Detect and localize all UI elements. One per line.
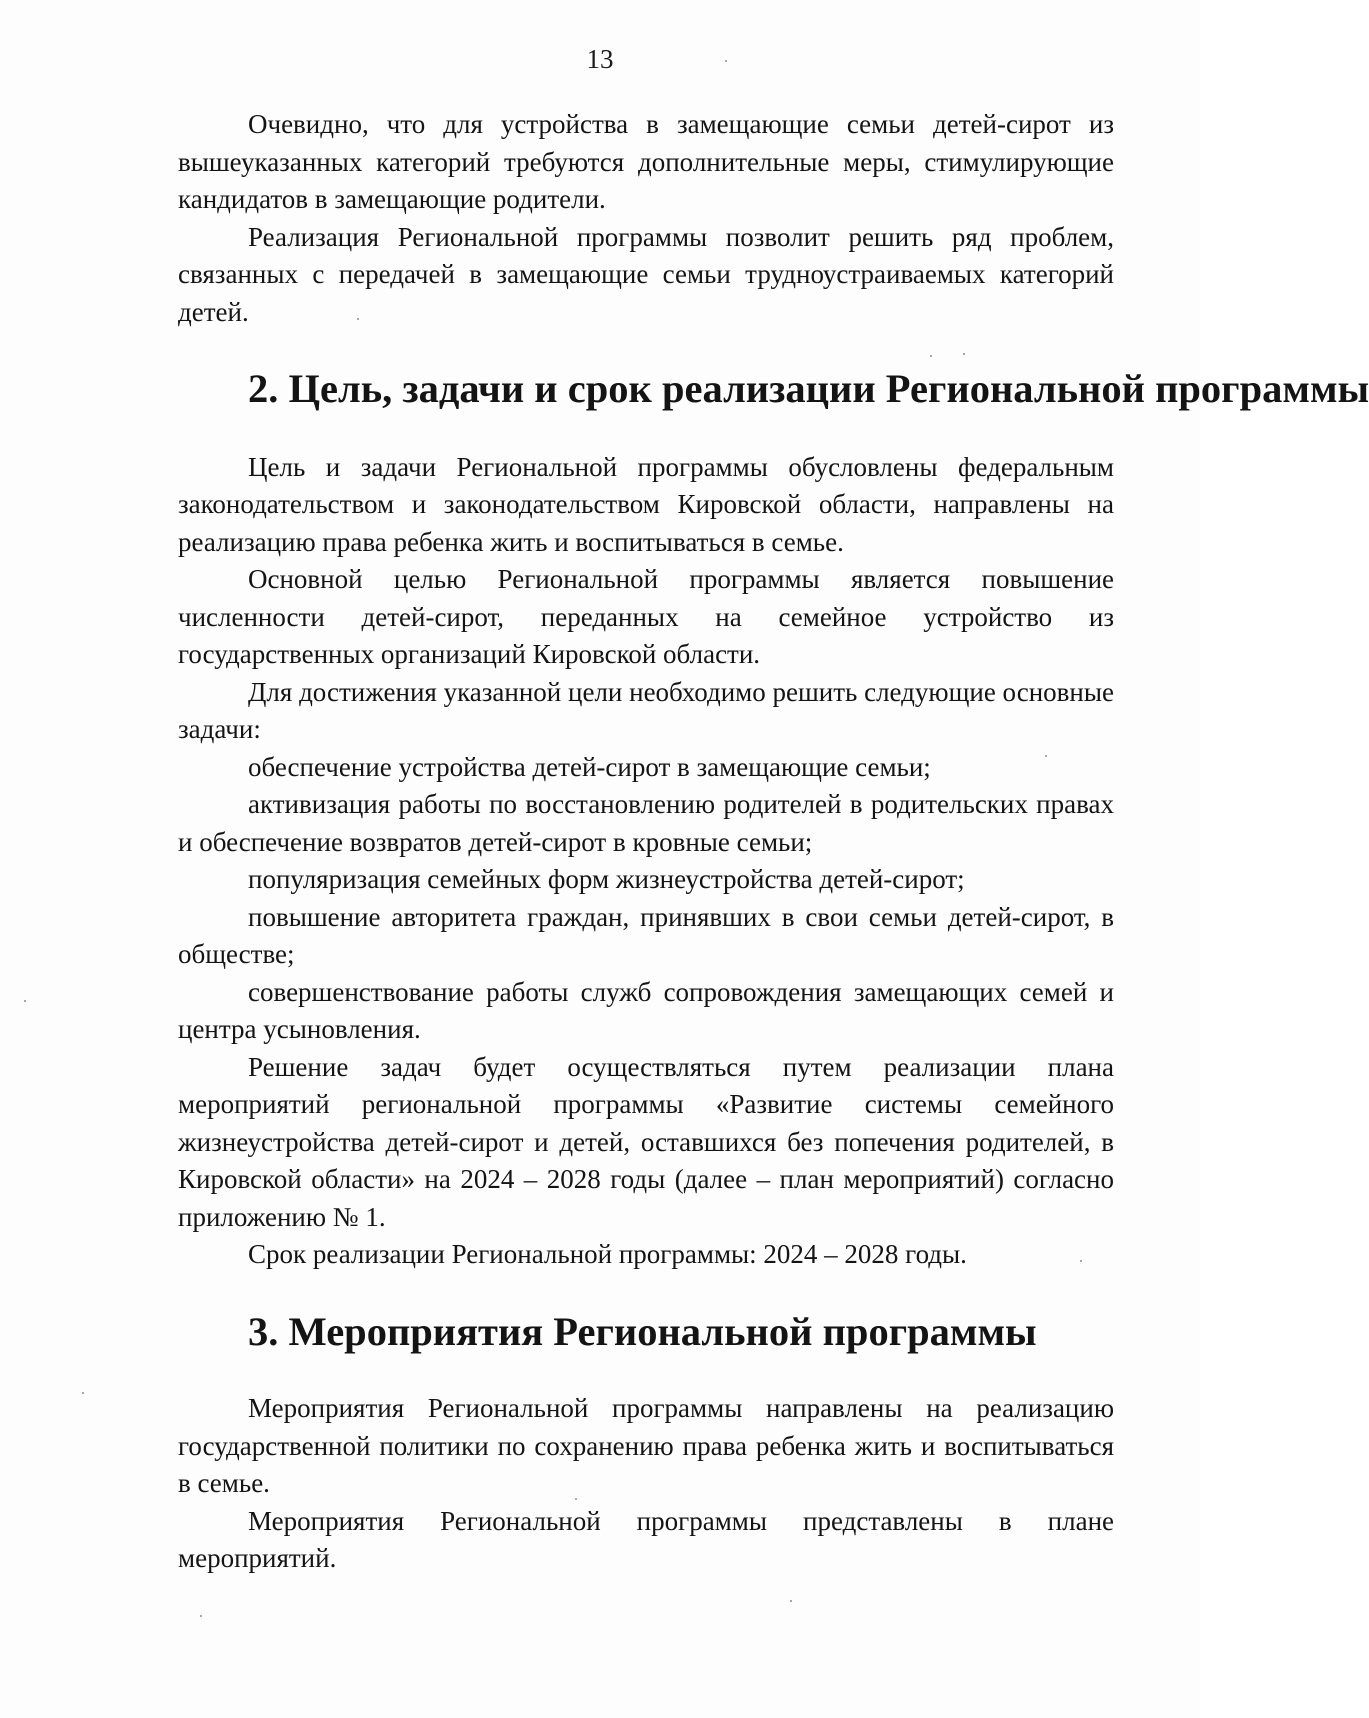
scan-speck [963, 353, 965, 355]
document-body [178, 106, 1369, 1578]
section-3-paragraph-1: Мероприятия Региональной программы направлены на реализацию государственной политики по сохранению права ребенка жить и воспитываться в семье. [178, 1393, 1114, 1498]
section-2-heading: 2. Цель, задачи и срок реализации Региональной программы [248, 366, 1369, 411]
page-number: 13 [586, 44, 614, 74]
section-2-task-5: совершенствование работы служб сопровождения замещающих семей и центра усыновления. [178, 976, 1114, 1044]
section-2-task-3: популяризация семейных форм жизнеустройства детей-сирот; [248, 864, 965, 894]
section-2-task-1: обеспечение устройства детей-сирот в замещающие семьи; [248, 751, 931, 782]
section-2-task-2: активизация работы по восстановлению родителей в родительских правах и обеспечение возвратов детей-сирот в кровные семьи; [178, 789, 1114, 857]
scan-speck [357, 318, 359, 320]
section-2-paragraph-main-goal: Основной целью Региональной программы является повышение численности детей-сирот, переданных на семейное устройство из государственных организаций Кировской области. [178, 564, 1114, 669]
scan-speck [575, 1498, 577, 1500]
scan-speck [725, 60, 727, 62]
section-3-paragraph-2: Мероприятия Региональной программы представлены в плане мероприятий. [178, 1505, 1114, 1573]
scan-speck [1045, 755, 1047, 757]
section-2-paragraph-term: Срок реализации Региональной программы: 2024 – 2028 годы. [248, 1239, 967, 1269]
scan-speck [930, 355, 932, 357]
section-2-paragraph-tasks-intro: Для достижения указанной цели необходимо решить следующие основные задачи: [178, 676, 1114, 744]
section-2-paragraph-goal-basis: Цель и задачи Региональной программы обусловлены федеральным законодательством и законодательством Кировской области, направлены на реализацию права ребенка жить и воспитываться в семье. [178, 451, 1114, 557]
section-2-paragraph-plan: Решение задач будет осуществляться путем реализации плана мероприятий региональной программы «Развитие системы семейного жизнеустройства детей-сирот и детей, оставшихся без попечения родителей, в Кировской области» на 2024 – 2028 годы (далее – план мероприятий) согласно приложению № 1. [178, 1051, 1114, 1232]
section-3-heading: 3. Мероприятия Региональной программы [248, 1308, 1037, 1354]
scan-speck [24, 1000, 26, 1002]
scan-speck [200, 1615, 202, 1617]
scan-speck [82, 1392, 84, 1394]
scan-speck [790, 1600, 792, 1602]
scan-speck [1080, 1260, 1082, 1262]
section-2-task-4: повышение авторитета граждан, принявших в свои семьи детей-сирот, в обществе; [178, 901, 1114, 969]
paragraph-intro-2: Реализация Региональной программы позволит решить ряд проблем, связанных с передачей в замещающие семьи трудноустраиваемых категорий детей. [178, 221, 1114, 327]
paragraph-intro-1: Очевидно, что для устройства в замещающие семьи детей-сирот из вышеуказанных категорий требуются дополнительные меры, стимулирующие кандидатов в замещающие родители. [178, 109, 1114, 214]
